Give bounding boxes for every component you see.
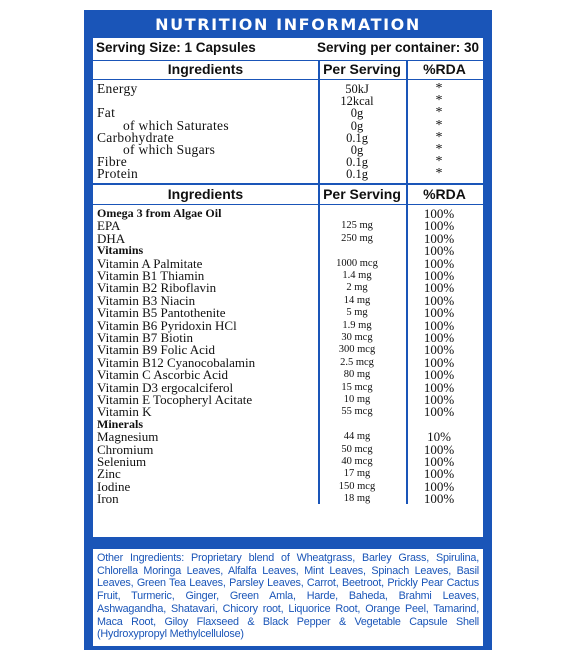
table1-header (93, 60, 483, 80)
rda-value: 100% (423, 317, 455, 333)
ingredient-name: Vitamin E Tocopheryl Acitate (97, 392, 253, 407)
footnote: and Standard (Labeling and Display) Regulations, 2020 and ICMR guidelines 2020. (93, 525, 445, 535)
rda-value: 100% (423, 243, 455, 259)
rda-value: 100% (423, 379, 455, 395)
ingredient-name: of which Sugars (123, 142, 216, 157)
per-serving-value: 1000 mcg (336, 257, 378, 269)
table2-row (93, 368, 483, 381)
per-serving-value: 14 mg (343, 294, 371, 306)
table2-header-ingredients: Ingredients (167, 186, 244, 202)
ingredient-name: Vitamin B3 Niacin (97, 292, 196, 308)
ingredient-name: Magnesium (97, 429, 159, 445)
per-serving-value: 150 mcg (338, 480, 376, 492)
table1-header-ingredients: Ingredients (167, 61, 244, 77)
rda-value: 100% (423, 268, 455, 283)
rda-value: 100% (423, 305, 455, 321)
per-serving-value: 125 mg (341, 220, 373, 232)
per-serving-value: 1.9 mg (342, 319, 372, 331)
ingredient-name: Protein (97, 166, 139, 182)
ingredient-name: Energy (97, 81, 138, 96)
ingredient-name: Vitamin B5 Pantothenite (97, 305, 226, 321)
ingredient-name: Minerals (97, 416, 143, 431)
rda-value: 100% (423, 454, 455, 469)
ingredient-name: EPA (97, 218, 121, 234)
nutrition-table (93, 38, 483, 537)
table2-row (93, 244, 483, 257)
per-serving-value: 10 mg (343, 394, 371, 405)
panel-title: NUTRITION INFORMATION (155, 15, 421, 34)
rda-value: 100% (423, 330, 455, 345)
table1-row (93, 82, 483, 95)
ingredient-name: Vitamin B9 Folic Acid (97, 342, 216, 358)
table1-row (93, 155, 483, 168)
table2-header (93, 185, 483, 205)
rda-value: * (435, 117, 443, 133)
ingredient-name: Vitamin B12 Cyanocobalamin (97, 354, 256, 370)
rda-value: 100% (423, 218, 455, 234)
table1-row (93, 143, 483, 156)
per-serving-value: 12kcal (340, 94, 374, 109)
table1-row (93, 167, 483, 180)
rda-value: 100% (423, 280, 455, 296)
per-serving-value: 55 mcg (341, 406, 373, 418)
rda-value: 100% (423, 342, 455, 358)
ingredient-name: Vitamin B2 Riboflavin (97, 280, 217, 296)
table1-row (93, 94, 483, 107)
per-serving-value: 0.1g (346, 155, 368, 170)
ingredient-name: of which Saturates (123, 117, 229, 133)
table2-row (93, 306, 483, 319)
rda-value: * (435, 154, 443, 170)
rda-value: 100% (423, 404, 455, 420)
per-serving-value: 2.5 mcg (340, 356, 374, 368)
rda-value: * (435, 129, 443, 145)
per-serving-value: 0g (350, 118, 364, 133)
ingredient-name: Vitamin K (97, 404, 152, 420)
table2-header-rda: %RDA (423, 186, 466, 202)
per-serving-value: 1.4 mg (342, 270, 372, 281)
per-serving-value: 80 mg (343, 369, 371, 381)
rda-value: 100% (423, 441, 455, 457)
rda-value: 100% (423, 292, 455, 308)
serving-info-row (93, 38, 483, 61)
rda-value: 100% (423, 491, 455, 507)
rda-value: 100% (423, 478, 455, 494)
table2-row (93, 430, 483, 443)
rda-value: 100% (423, 206, 455, 221)
rda-value: * (435, 81, 443, 96)
footnotes (93, 504, 483, 536)
per-serving-value: 5 mg (346, 307, 368, 319)
per-serving-value: 0.1g (346, 130, 368, 145)
per-serving-value: 50 mcg (341, 443, 373, 455)
ingredient-name: Fat (97, 105, 116, 121)
rda-value: 100% (423, 367, 455, 383)
ingredient-name: Vitamins (97, 243, 144, 258)
rda-value: 100% (423, 230, 455, 246)
ingredient-name: Omega 3 from Algae Oil (97, 206, 222, 220)
ingredient-name: Vitamin B7 Biotin (97, 330, 194, 345)
rda-value: * (435, 166, 443, 182)
per-serving-value: 15 mcg (341, 381, 373, 393)
rda-value: 100% (423, 466, 455, 482)
ingredient-name: Selenium (97, 454, 147, 469)
per-serving-value: 0.1g (346, 167, 368, 182)
ingredient-name: Vitamin A Palmitate (97, 255, 203, 271)
ingredient-name: Vitamin B1 Thiamin (97, 268, 205, 283)
table2-row (93, 405, 483, 418)
table2-row (93, 492, 483, 505)
rda-value: 100% (423, 392, 455, 407)
serving-per-container: Serving per container: 30 (316, 40, 479, 55)
footnote: *% RDA Values established as per Food Safety. (93, 514, 295, 525)
other-ingredients: Other Ingredients: Proprietary blend of Wheatgrass, Barley Grass, Spirulina, Chlorella Moringa Leaves, Alfalfa Leaves, Mint Leaves, Spinach Leaves, Basil Leaves, Green Tea Leaves, Parsley Leaves, Carrot, Beetroot, Prickly Pear Cactus Fruit, Turmeric, Ginger, Green Amla, Harde, Baheda, Brahmi Leaves, Ashwagandha, Shatavari, Chicory root, Liquorice Root, Orange Peel, Tamarind, Maca Root, Giloy Flaxseed & Black Pepper & Vegetable Capsule Shell (Hydroxypropyl Methylcellulose) (93, 549, 483, 646)
rda-value: * (435, 105, 443, 121)
rda-value: 100% (423, 255, 455, 271)
ingredient-name: Vitamin B6 Pyridoxin HCl (97, 317, 237, 333)
ingredient-name: Vitamin D3 ergocalciferol (97, 379, 234, 395)
per-serving-value: 2 mg (346, 282, 368, 294)
ingredient-name: Zinc (97, 466, 121, 482)
ingredient-name: Chromium (97, 441, 154, 457)
table1-header-per-serving: Per Serving (323, 61, 401, 77)
per-serving-value: 0g (350, 143, 364, 157)
per-serving-value: 0g (350, 106, 364, 121)
ingredient-name: Iron (97, 491, 119, 507)
rda-value: 10% (427, 429, 451, 445)
per-serving-value: 44 mg (343, 431, 371, 443)
column-divider (406, 60, 408, 504)
serving-size: Serving Size: 1 Capsules (96, 40, 256, 55)
table1-header-rda: %RDA (423, 61, 466, 77)
ingredient-name: Fibre (97, 154, 127, 170)
nutrition-panel (84, 10, 492, 650)
ingredient-name: Carbohydrate (97, 129, 175, 145)
table2-header-per-serving: Per Serving (323, 186, 401, 202)
per-serving-value: 18 mg (343, 493, 371, 505)
per-serving-value: 30 mcg (341, 332, 373, 343)
ingredient-name: Iodine (97, 478, 131, 494)
rda-value: 100% (423, 354, 455, 370)
per-serving-value: 250 mg (341, 232, 373, 244)
footnote: *Daily Values are based on a 2000 Kcal diet. (93, 504, 280, 514)
column-divider (318, 60, 320, 504)
per-serving-value: 17 mg (343, 468, 371, 480)
ingredient-name: Vitamin C Ascorbic Acid (97, 367, 229, 383)
rda-value: * (435, 142, 443, 157)
per-serving-value: 50kJ (345, 82, 369, 96)
rda-value: * (435, 93, 443, 109)
per-serving-value: 40 mcg (341, 456, 373, 467)
per-serving-value: 300 mcg (338, 344, 376, 356)
ingredient-name: DHA (97, 230, 126, 246)
